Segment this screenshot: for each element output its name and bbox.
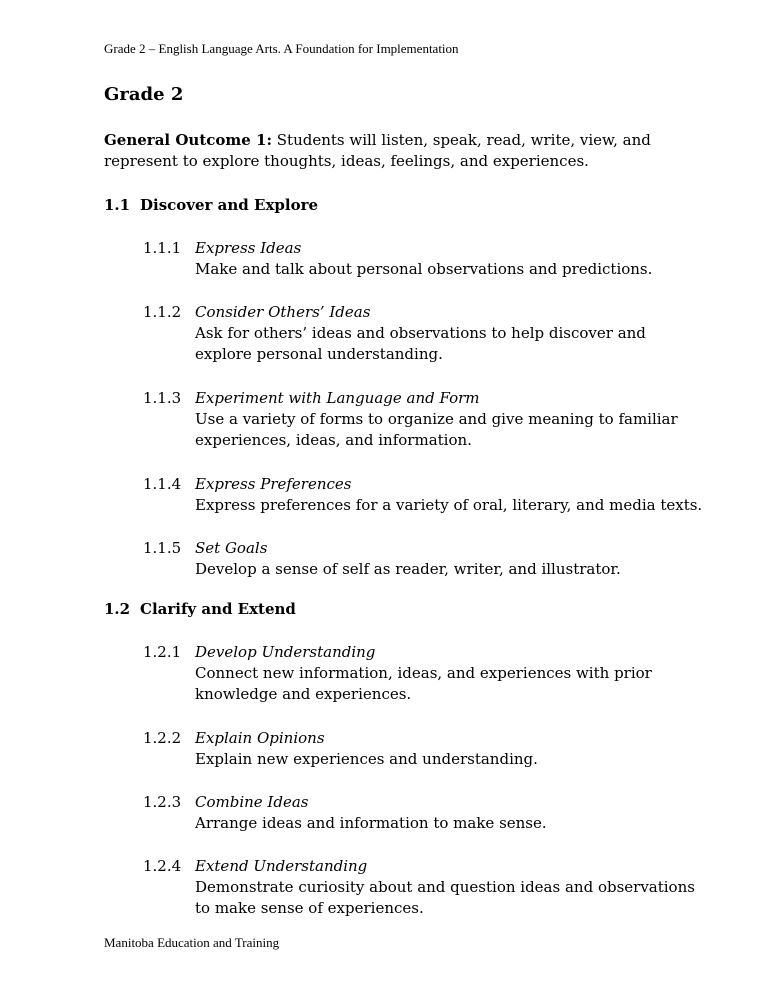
outcome-item-1-2-1 (143, 642, 703, 705)
item-number: 1.2.4 (143, 857, 182, 875)
item-number: 1.2.2 (143, 729, 182, 747)
item-text: Use a variety of forms to organize and give meaning to familiar experiences, ideas, and information. (195, 410, 678, 449)
item-heading: Explain Opinions (195, 729, 325, 747)
item-number: 1.1.1 (143, 239, 182, 257)
outcome-item-1-1-5 (143, 538, 703, 580)
item-number: 1.1.4 (143, 475, 182, 493)
item-heading: Consider Others’ Ideas (195, 303, 371, 321)
item-number: 1.2.1 (143, 643, 182, 661)
item-heading: Combine Ideas (195, 793, 309, 811)
item-text: Develop a sense of self as reader, writer, and illustrator. (195, 560, 621, 578)
item-text: Arrange ideas and information to make sense. (195, 814, 547, 832)
outcome-text: Students will listen, speak, read, write, view, and represent to explore thoughts, ideas, feelings, and experiences. (104, 131, 651, 170)
section-heading-1-1 (104, 196, 318, 214)
section-title: Clarify and Extend (140, 600, 296, 618)
item-heading: Set Goals (195, 539, 268, 557)
outcome-item-1-2-3 (143, 792, 703, 834)
outcome-item-1-1-1 (143, 238, 703, 280)
running-header: Grade 2 – English Language Arts. A Foundation for Implementation (104, 41, 459, 56)
item-heading: Express Preferences (195, 475, 352, 493)
item-number: 1.1.3 (143, 389, 182, 407)
outcome-item-1-1-2 (143, 302, 703, 365)
item-heading: Develop Understanding (195, 643, 376, 661)
section-title: Discover and Explore (140, 196, 319, 214)
item-heading: Extend Understanding (195, 857, 368, 875)
section-heading-1-2 (104, 600, 296, 618)
section-number: 1.2 (104, 600, 131, 618)
item-text: Connect new information, ideas, and experiences with prior knowledge and experiences. (195, 664, 652, 703)
item-text: Explain new experiences and understanding. (195, 750, 538, 768)
item-number: 1.1.5 (143, 539, 182, 557)
item-text: Demonstrate curiosity about and question ideas and observations to make sense of experiences. (195, 878, 695, 917)
item-number: 1.2.3 (143, 793, 182, 811)
general-outcome (104, 130, 684, 172)
item-number: 1.1.2 (143, 303, 182, 321)
outcome-item-1-2-4 (143, 856, 703, 919)
item-text: Make and talk about personal observations and predictions. (195, 260, 653, 278)
outcome-item-1-1-3 (143, 388, 703, 451)
item-heading: Express Ideas (195, 239, 302, 257)
item-text: Ask for others’ ideas and observations to help discover and explore personal understanding. (195, 324, 646, 363)
running-footer: Manitoba Education and Training (104, 935, 280, 950)
outcome-label: General Outcome 1: (104, 131, 272, 149)
page-title: Grade 2 (104, 84, 184, 105)
item-heading: Experiment with Language and Form (195, 389, 480, 407)
item-text: Express preferences for a variety of oral, literary, and media texts. (195, 496, 703, 514)
outcome-item-1-1-4 (143, 474, 703, 516)
outcome-item-1-2-2 (143, 728, 703, 770)
section-number: 1.1 (104, 196, 131, 214)
